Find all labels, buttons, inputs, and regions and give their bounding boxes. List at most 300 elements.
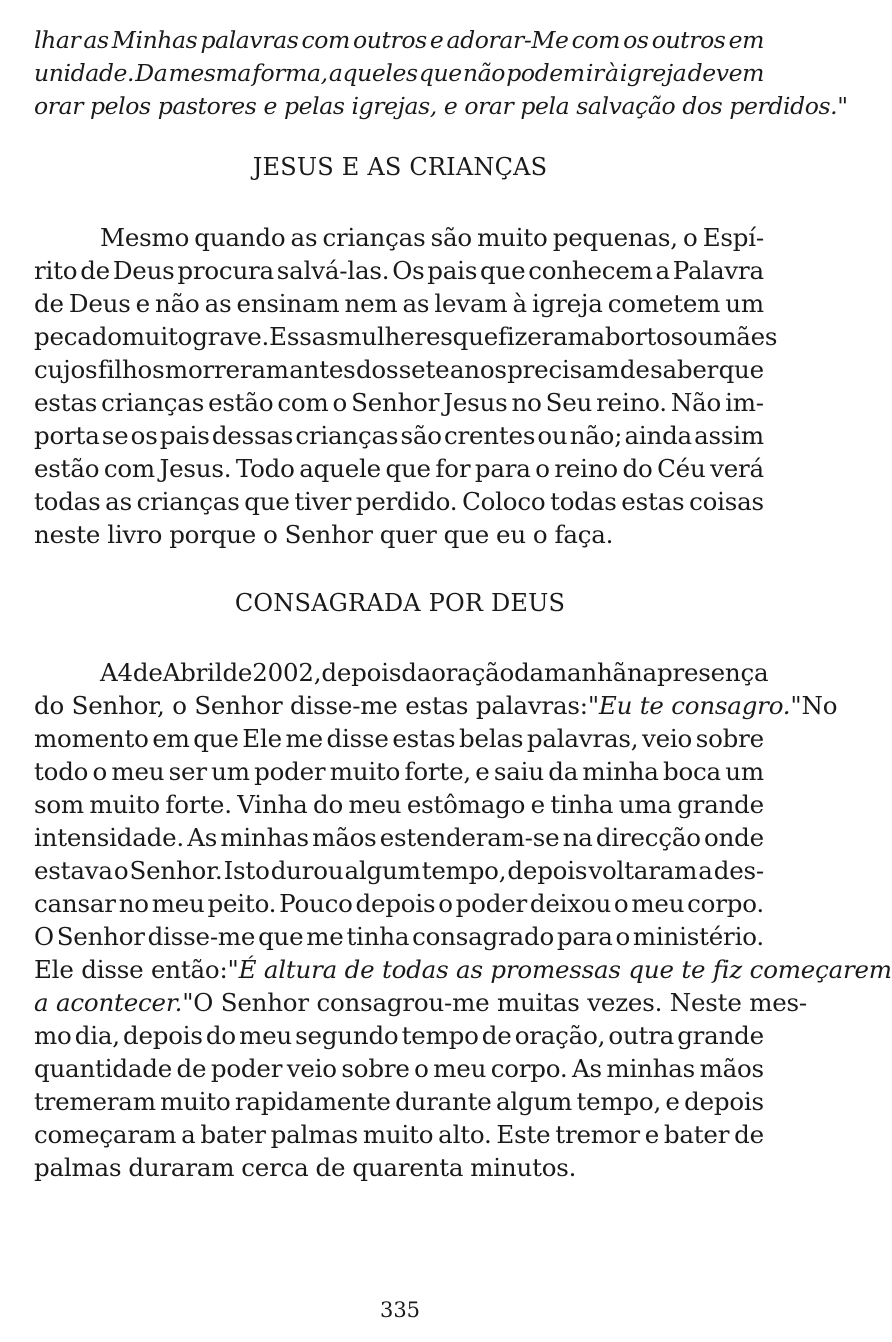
- word: Mesmo: [100, 223, 190, 252]
- word: meu: [239, 1021, 293, 1050]
- word: o: [92, 757, 108, 786]
- text-line: [34, 90, 848, 123]
- word: coisas: [689, 487, 764, 516]
- word: reino: [554, 454, 618, 483]
- text-line: [34, 689, 838, 722]
- word: oração: [431, 658, 515, 687]
- word: crianças: [101, 388, 205, 417]
- word: o: [682, 223, 698, 252]
- word: Da: [135, 59, 168, 87]
- word: o: [615, 922, 631, 951]
- word: ir: [585, 59, 604, 87]
- word: não;: [569, 421, 623, 450]
- text-line: [34, 722, 764, 755]
- word: estas: [34, 388, 98, 417]
- word: orar: [464, 92, 514, 120]
- word: Deus: [112, 256, 175, 285]
- word: que: [443, 520, 490, 549]
- word: que: [258, 922, 304, 951]
- word: porta: [34, 421, 100, 450]
- word: todo: [34, 757, 89, 786]
- text-line: [34, 254, 764, 287]
- word: com: [277, 388, 329, 417]
- word: disse-me: [147, 922, 256, 951]
- text-line: [34, 986, 807, 1019]
- word: quando: [194, 223, 286, 252]
- text-line: [34, 854, 764, 887]
- word: do: [312, 790, 344, 819]
- word: cansar: [34, 889, 116, 918]
- word: igrejas,: [351, 92, 437, 120]
- word: quarenta: [352, 1153, 464, 1182]
- word: A: [100, 658, 118, 687]
- word: As: [572, 1054, 602, 1083]
- word: que: [452, 322, 499, 351]
- quote-eu-te-consagro: "Eu te consagro.": [587, 691, 802, 720]
- word: todas: [34, 487, 101, 516]
- word: 2002,: [252, 658, 322, 687]
- word: algum: [344, 856, 421, 885]
- quote-promessas-end: a acontecer.": [34, 988, 194, 1017]
- text-line: [34, 419, 764, 452]
- text-line: [34, 353, 764, 386]
- text-run: O Senhor consagrou-me muitas vezes. Neste mes-: [193, 988, 807, 1017]
- word: grande: [677, 790, 764, 819]
- word: as: [402, 289, 430, 318]
- word: no: [118, 889, 149, 918]
- word: poder: [210, 1054, 283, 1083]
- word: o: [332, 388, 348, 417]
- word: meu: [151, 889, 205, 918]
- word: muito: [89, 790, 160, 819]
- word: na: [562, 823, 593, 852]
- word: adorar-Me: [446, 26, 569, 54]
- word: Minhas: [111, 26, 198, 54]
- word: lhar: [34, 26, 81, 54]
- word: Espí-: [702, 223, 764, 252]
- word: Senhor.: [129, 856, 223, 885]
- word: sobre: [341, 1054, 410, 1083]
- text-run: No: [801, 691, 838, 720]
- word: rito: [34, 256, 78, 285]
- word: estenderam-se: [379, 823, 560, 852]
- word: podem: [506, 59, 585, 87]
- word: de: [80, 256, 110, 285]
- word: eu: [496, 520, 526, 549]
- word: oração,: [514, 1021, 606, 1050]
- word: estômago: [406, 790, 526, 819]
- word: que: [480, 256, 526, 285]
- word: não: [462, 59, 506, 87]
- text-line: [34, 887, 764, 920]
- word: porque: [169, 520, 257, 549]
- word: morreram: [164, 355, 289, 384]
- word: antes: [289, 355, 356, 384]
- word: cerca: [241, 1153, 309, 1182]
- word: depois: [684, 1087, 764, 1116]
- word: livro: [107, 520, 163, 549]
- word: quer: [379, 520, 437, 549]
- word: assim: [694, 421, 764, 450]
- word: perdido.: [355, 487, 458, 516]
- word: abortos: [590, 322, 684, 351]
- section2-paragraph: [34, 656, 892, 1184]
- text-line: [34, 788, 764, 821]
- word: as: [105, 487, 132, 516]
- word: de: [132, 658, 163, 687]
- word: no: [511, 388, 542, 417]
- word: corpo.: [490, 1054, 568, 1083]
- section-heading-jesus-e-as-criancas: JESUS E AS CRIANÇAS: [252, 153, 548, 181]
- word: e: [263, 92, 277, 120]
- word: des-: [713, 856, 764, 885]
- word: da: [548, 757, 579, 786]
- text-line: [34, 221, 764, 254]
- word: 4: [117, 658, 133, 687]
- word: filhos: [97, 355, 165, 384]
- word: dos: [682, 92, 723, 120]
- word: Ele: [242, 724, 282, 753]
- word: em: [152, 724, 190, 753]
- word: tinha: [346, 922, 410, 951]
- word: o: [535, 454, 550, 483]
- word: durou: [270, 856, 344, 885]
- word: dos: [355, 355, 399, 384]
- word: forma,: [252, 59, 328, 87]
- word: e: [135, 289, 150, 318]
- word: perdidos.": [729, 92, 848, 120]
- word: o: [438, 889, 453, 918]
- word: e: [443, 92, 458, 120]
- word: do: [622, 454, 653, 483]
- page-number: 335: [379, 1298, 421, 1322]
- word: salvá-las.: [276, 256, 390, 285]
- word: as: [290, 223, 318, 252]
- word: mãos: [312, 823, 377, 852]
- text-run: do Senhor, o Senhor disse-me estas palavras:: [34, 691, 588, 720]
- word: muito: [362, 1120, 434, 1149]
- word: os: [623, 26, 649, 54]
- word: poder: [254, 757, 326, 786]
- word: que: [718, 355, 764, 384]
- word: Isto: [223, 856, 270, 885]
- word: forte.: [165, 790, 232, 819]
- word: igreja: [531, 289, 603, 318]
- word: veio: [286, 1054, 337, 1083]
- word: muito: [477, 223, 548, 252]
- word: dessas: [211, 421, 294, 450]
- text-line: [34, 24, 764, 57]
- word: Os: [392, 256, 425, 285]
- word: Jesus.: [159, 454, 232, 483]
- word: para: [556, 922, 613, 951]
- word: o: [263, 520, 278, 549]
- word: rapidamente: [234, 1087, 391, 1116]
- word: que: [244, 487, 290, 516]
- word: mo: [34, 1021, 72, 1050]
- text-line: [34, 518, 764, 551]
- word: se: [101, 421, 129, 450]
- word: duraram: [128, 1153, 235, 1182]
- text-line: [34, 1019, 764, 1052]
- word: muito: [329, 757, 401, 786]
- word: Palavra: [672, 256, 764, 285]
- word: Senhor: [351, 388, 440, 417]
- word: disse: [326, 724, 389, 753]
- word: cujos: [34, 355, 98, 384]
- word: grave.: [192, 322, 270, 351]
- word: Senhor: [284, 520, 373, 549]
- word: procura: [177, 256, 274, 285]
- word: quantidade: [34, 1054, 173, 1083]
- word: com: [301, 26, 350, 54]
- word: voltaram: [588, 856, 698, 885]
- word: dia,: [74, 1021, 120, 1050]
- word: ou: [683, 322, 714, 351]
- text-line: [34, 386, 764, 419]
- word: nem: [344, 289, 398, 318]
- word: anos: [449, 355, 507, 384]
- word: à: [604, 59, 619, 87]
- text-line: [34, 57, 764, 90]
- word: Jesus: [443, 388, 508, 417]
- word: presença: [656, 658, 769, 687]
- word: faça.: [554, 520, 614, 549]
- word: pelos: [90, 92, 151, 120]
- word: Essas: [269, 322, 339, 351]
- word: Coloco: [462, 487, 546, 516]
- word: minhas: [606, 1054, 696, 1083]
- word: algum: [495, 1087, 573, 1116]
- word: de: [734, 1120, 764, 1149]
- word: crianças: [322, 223, 426, 252]
- word: do: [205, 1021, 236, 1050]
- word: Vinha: [237, 790, 308, 819]
- word: o: [113, 856, 129, 885]
- word: em: [728, 26, 764, 54]
- quote-promessas: "É altura de todas as promessas que te fiz começarem: [227, 955, 892, 984]
- word: reino.: [596, 388, 667, 417]
- word: estava: [34, 856, 113, 885]
- word: onde: [704, 823, 764, 852]
- word: boca: [662, 757, 721, 786]
- word: manhã: [543, 658, 627, 687]
- word: outros: [353, 26, 427, 54]
- word: me: [306, 922, 344, 951]
- word: estão: [34, 454, 100, 483]
- word: grande: [677, 1021, 764, 1050]
- word: aqueles: [328, 59, 418, 87]
- word: poder: [455, 889, 527, 918]
- word: muito: [160, 1087, 231, 1116]
- word: precisam: [507, 355, 620, 384]
- word: os: [130, 421, 158, 450]
- word: um: [725, 757, 764, 786]
- word: sete: [398, 355, 450, 384]
- word: segundo: [295, 1021, 399, 1050]
- word: a: [655, 256, 670, 285]
- word: bater: [200, 1120, 266, 1149]
- word: ministério.: [632, 922, 764, 951]
- word: corpo.: [687, 889, 764, 918]
- word: o: [613, 889, 629, 918]
- word: na: [626, 658, 657, 687]
- text-line: [34, 320, 778, 353]
- word: consagrado: [412, 922, 554, 951]
- word: de: [315, 1153, 346, 1182]
- word: som: [34, 790, 84, 819]
- word: aquele: [299, 454, 381, 483]
- word: ainda: [624, 421, 692, 450]
- word: estas: [621, 487, 685, 516]
- word: belas: [459, 724, 524, 753]
- word: Deus: [68, 289, 131, 318]
- word: um: [211, 757, 250, 786]
- word: e: [530, 790, 545, 819]
- word: meu: [631, 889, 685, 918]
- word: ser: [168, 757, 207, 786]
- word: pecado: [34, 322, 122, 351]
- word: sobre: [695, 724, 764, 753]
- word: palmas: [34, 1153, 122, 1182]
- word: As: [187, 823, 218, 852]
- word: que: [385, 454, 431, 483]
- word: depois: [507, 856, 588, 885]
- word: estas: [392, 724, 456, 753]
- word: muito: [121, 322, 193, 351]
- word: alto.: [438, 1120, 492, 1149]
- word: de: [481, 1021, 512, 1050]
- text-line: [34, 953, 892, 986]
- word: tempo,: [421, 856, 507, 885]
- word: unidade.: [34, 59, 135, 87]
- word: com: [571, 26, 621, 54]
- word: levam: [434, 289, 508, 318]
- word: igreja: [619, 59, 687, 87]
- word: são: [400, 421, 442, 450]
- word: à: [512, 289, 527, 318]
- word: o: [414, 1054, 429, 1083]
- word: veio: [641, 724, 693, 753]
- word: pelas: [283, 92, 345, 120]
- word: palavras,: [526, 724, 639, 753]
- word: saber: [650, 355, 719, 384]
- text-line: [34, 1085, 764, 1118]
- word: Todo: [235, 454, 295, 483]
- word: ou: [537, 421, 568, 450]
- section1-paragraph: [34, 221, 778, 551]
- word: conhecem: [528, 256, 653, 285]
- word: deixou: [529, 889, 612, 918]
- word: salvação: [576, 92, 676, 120]
- word: fizeram: [498, 322, 591, 351]
- section-heading-consagrada-por-deus: CONSAGRADA POR DEUS: [234, 589, 566, 617]
- word: meu: [348, 790, 402, 819]
- word: estão: [208, 388, 274, 417]
- word: im-: [725, 388, 764, 417]
- word: com: [103, 454, 155, 483]
- word: Seu: [545, 388, 593, 417]
- word: intensidade.: [34, 823, 185, 852]
- word: tiver: [294, 487, 352, 516]
- word: minutos.: [470, 1153, 577, 1182]
- word: tremor: [555, 1120, 640, 1149]
- word: da: [401, 658, 432, 687]
- word: as: [204, 289, 232, 318]
- word: mulheres: [338, 322, 453, 351]
- word: orar: [34, 92, 84, 120]
- word: que: [193, 724, 239, 753]
- word: depois: [122, 1021, 203, 1050]
- word: Não: [670, 388, 722, 417]
- word: mesma: [168, 59, 252, 87]
- text-run: Ele disse então:: [34, 955, 228, 984]
- word: palavras: [200, 26, 299, 54]
- word: momento: [34, 724, 149, 753]
- word: pequenas,: [552, 223, 678, 252]
- word: pais: [159, 421, 210, 450]
- word: durante: [395, 1087, 492, 1116]
- word: forte,: [404, 757, 471, 786]
- word: e: [475, 757, 490, 786]
- word: o: [532, 520, 548, 549]
- word: tempo,: [576, 1087, 662, 1116]
- word: uma: [618, 790, 672, 819]
- word: outros: [651, 26, 726, 54]
- text-line: [34, 1151, 764, 1184]
- word: depois: [355, 889, 436, 918]
- word: peito.: [207, 889, 277, 918]
- word: da: [514, 658, 544, 687]
- text-line: [34, 755, 764, 788]
- word: mães: [713, 322, 778, 351]
- word: cometem: [607, 289, 721, 318]
- word: neste: [34, 520, 101, 549]
- word: tremeram: [34, 1087, 156, 1116]
- word: de: [176, 1054, 207, 1083]
- word: mãos: [699, 1054, 764, 1083]
- word: tempo: [401, 1021, 479, 1050]
- word: minha: [582, 757, 659, 786]
- word: para: [474, 454, 531, 483]
- word: todas: [550, 487, 617, 516]
- word: pela: [520, 92, 570, 120]
- word: e: [665, 1087, 680, 1116]
- word: um: [725, 289, 764, 318]
- word: for: [435, 454, 471, 483]
- word: Este: [496, 1120, 551, 1149]
- word: de: [619, 355, 650, 384]
- word: e: [644, 1120, 660, 1149]
- word: e: [429, 26, 444, 54]
- word: me: [285, 724, 323, 753]
- word: que: [418, 59, 462, 87]
- word: crianças: [295, 421, 399, 450]
- word: Abril: [162, 658, 223, 687]
- text-line: [34, 452, 764, 485]
- word: palmas: [270, 1120, 358, 1149]
- word: pastores: [157, 92, 257, 120]
- word: direcção: [595, 823, 701, 852]
- word: outra: [608, 1021, 675, 1050]
- word: meu: [111, 757, 165, 786]
- word: Céu: [657, 454, 706, 483]
- text-line: [34, 485, 764, 518]
- word: são: [430, 223, 472, 252]
- word: Senhor: [56, 922, 145, 951]
- word: minhas: [220, 823, 309, 852]
- word: as: [83, 26, 109, 54]
